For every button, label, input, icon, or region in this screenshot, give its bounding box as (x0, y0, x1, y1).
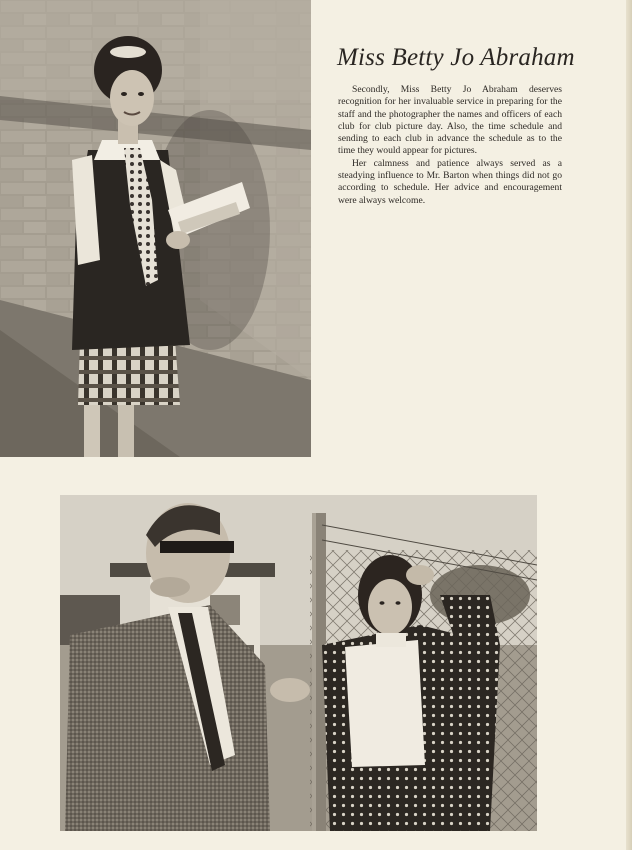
article-paragraph: Her calmness and patience always served as a steadying influence to Mr. Barton when things did not go according to schedule. Her advice and encouragement were always welcome. (338, 157, 562, 206)
article-paragraph: Secondly, Miss Betty Jo Abraham deserves recognition for her invaluable service in preparing for the staff and the photographer the names and officers of each club for club picture day. Also, the time schedule and sending to each club in advance the schedule as to the time they would appear for pictures. (338, 84, 562, 157)
photo-man-and-woman-by-fence (60, 495, 537, 831)
article-body (338, 84, 562, 207)
photo-woman-with-papers-image (0, 0, 311, 457)
photo-man-and-woman-image (60, 495, 537, 831)
page-edge (626, 0, 632, 850)
article-title: Miss Betty Jo Abraham (337, 44, 575, 71)
photo-woman-with-papers (0, 0, 311, 457)
